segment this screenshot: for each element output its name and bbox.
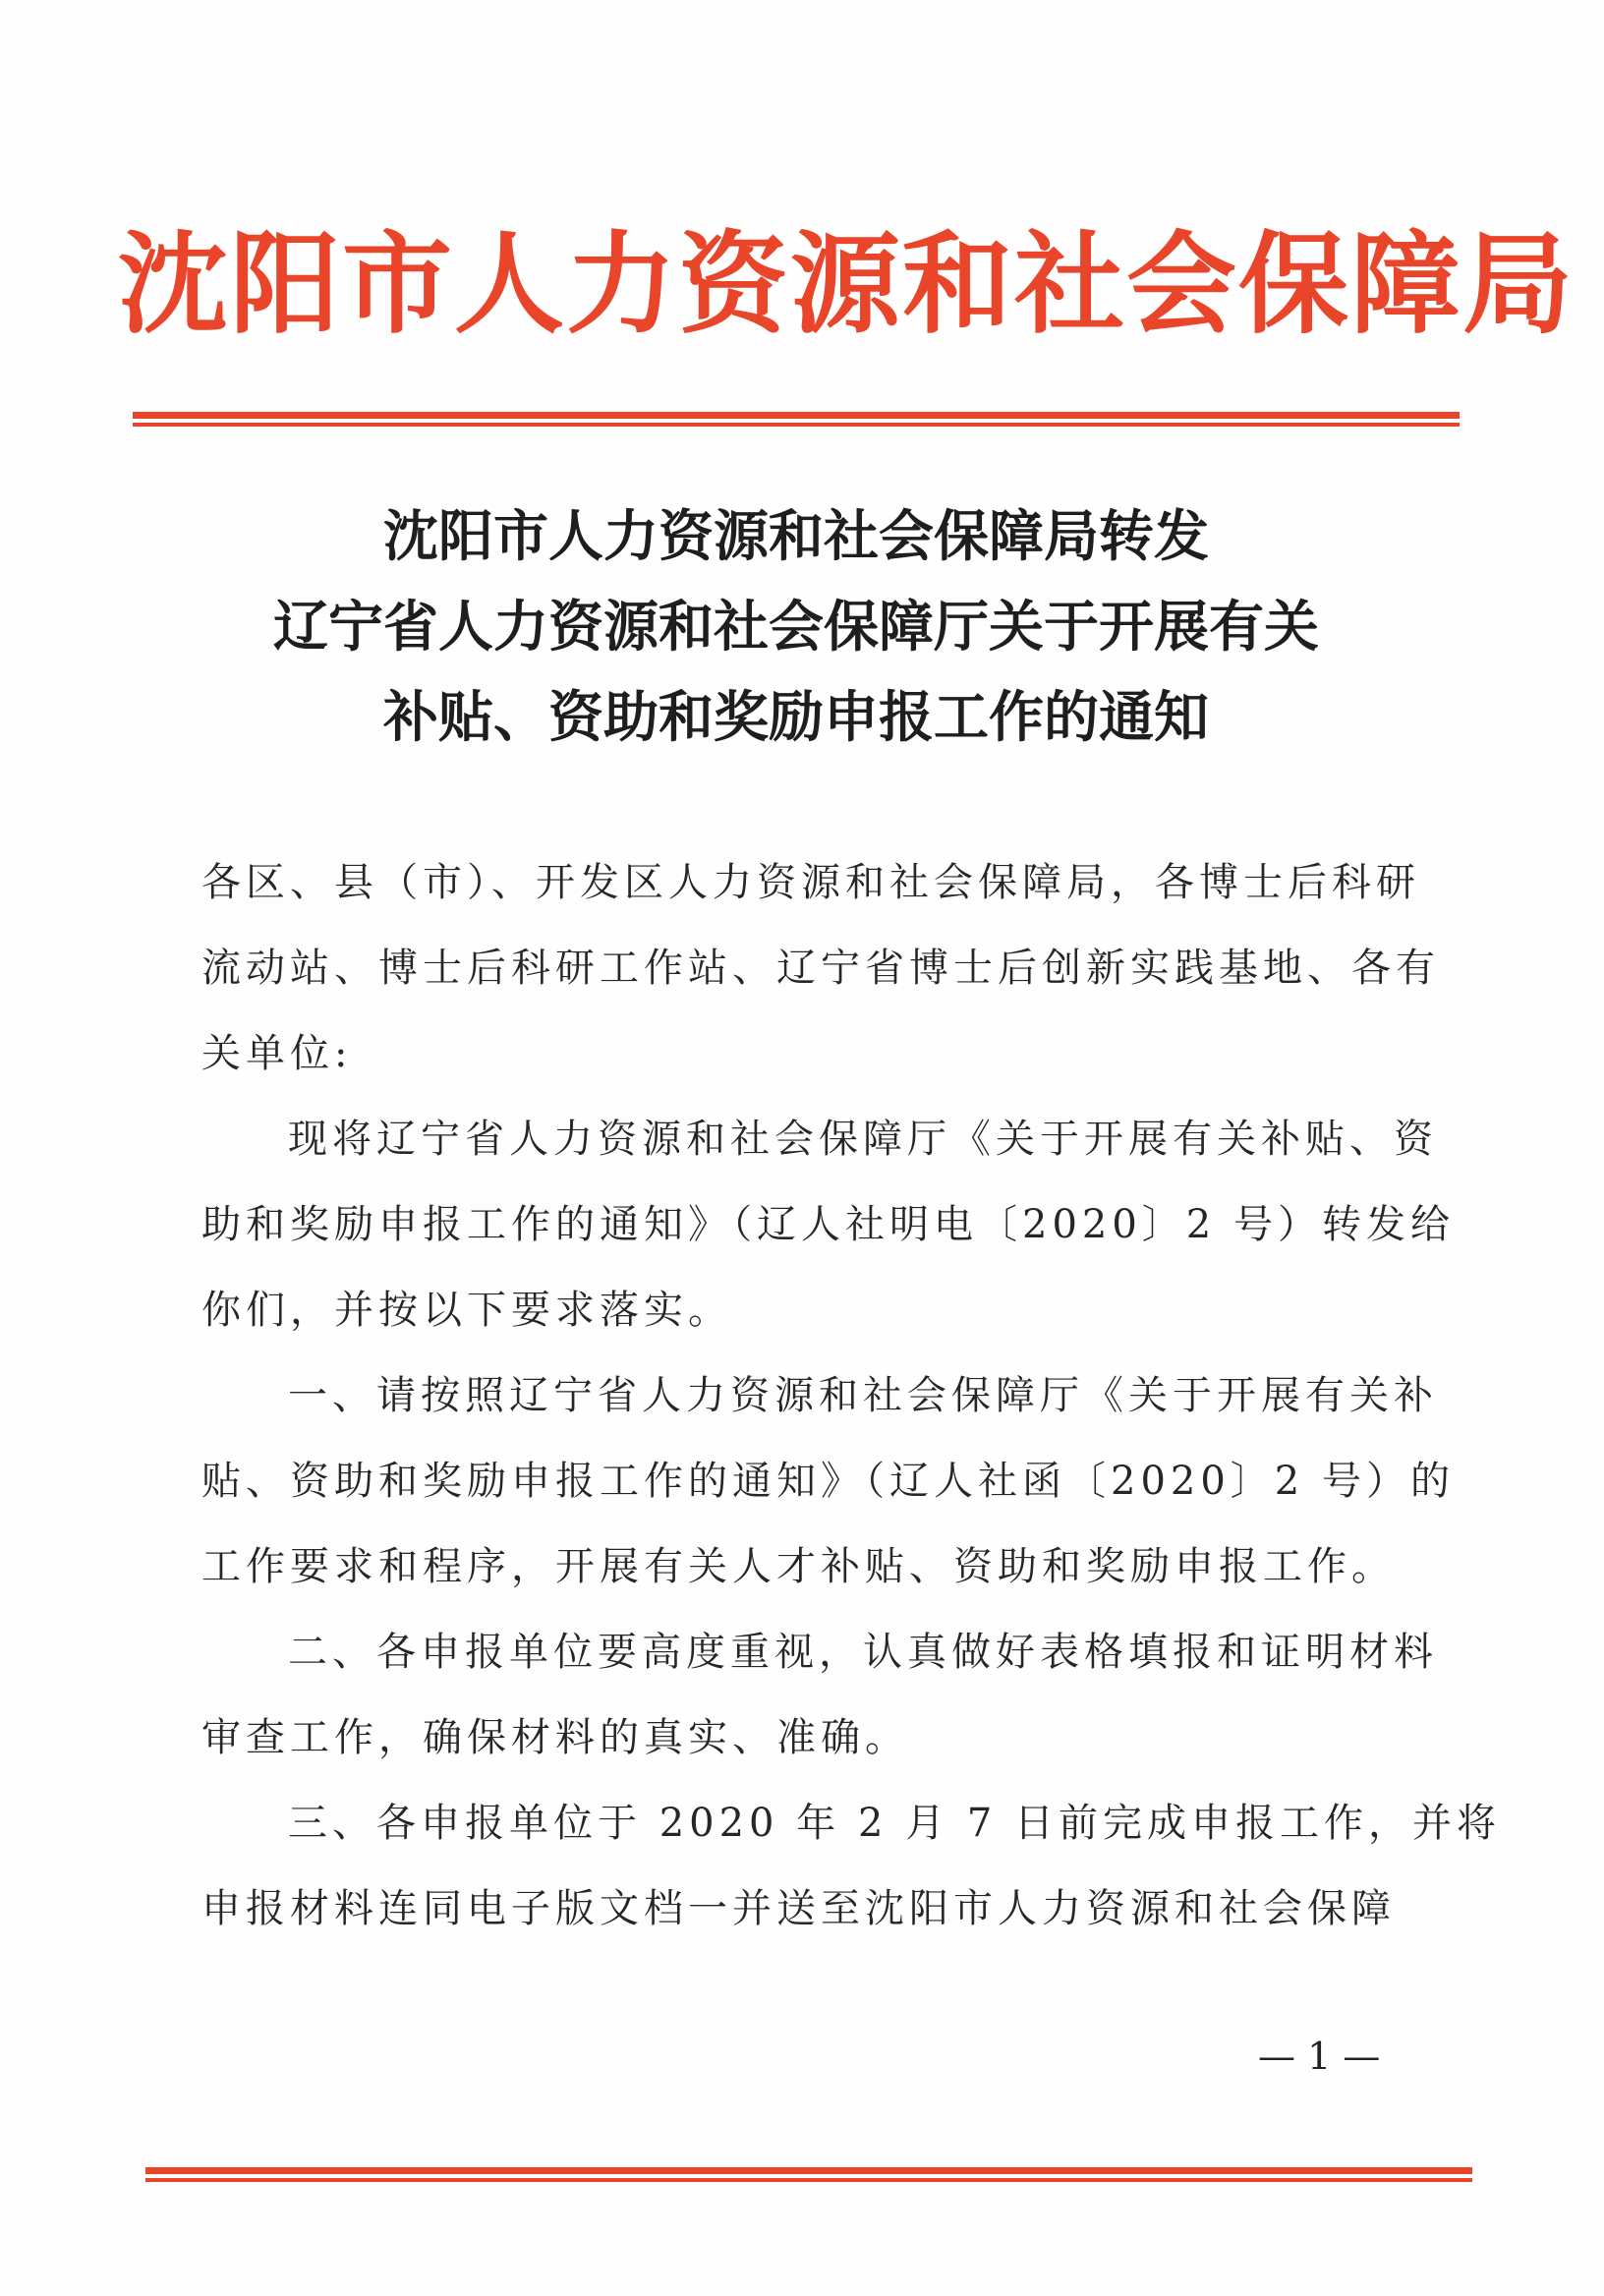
salutation-line: 关单位: — [201, 1031, 353, 1076]
title-line: 辽宁省人力资源和社会保障厅关于开展有关 — [273, 595, 1319, 660]
document-title — [138, 491, 1455, 763]
paragraph-line: 二、各申报单位要高度重视，认真做好表格填报和证明材料 — [288, 1630, 1438, 1675]
letterhead-issuer: 沈阳市人力资源和社会保障局 — [118, 220, 1575, 349]
paragraph-line: 工作要求和程序，开展有关人才补贴、资助和奖励申报工作。 — [201, 1544, 1396, 1589]
paragraph-line: 审查工作，确保材料的真实、准确。 — [201, 1715, 909, 1760]
letterhead-divider-thin — [133, 423, 1460, 427]
paragraph-line: 申报材料连同电子版文档一并送至沈阳市人力资源和社会保障 — [201, 1886, 1396, 1931]
paragraph-line: 现将辽宁省人力资源和社会保障厅《关于开展有关补贴、资 — [288, 1117, 1438, 1162]
document-body — [201, 840, 1501, 1952]
title-line: 补贴、资助和奖励申报工作的通知 — [383, 685, 1209, 750]
paragraph-line: 你们，并按以下要求落实。 — [201, 1288, 732, 1333]
title-line: 沈阳市人力资源和社会保障局转发 — [383, 504, 1209, 569]
footer-divider — [145, 2167, 1472, 2174]
footer-divider-thin — [145, 2178, 1472, 2182]
paragraph-line: 一、请按照辽宁省人力资源和社会保障厅《关于开展有关补 — [288, 1373, 1438, 1418]
salutation-line: 流动站、博士后科研工作站、辽宁省博士后创新实践基地、各有 — [201, 946, 1440, 991]
paragraph-line: 助和奖励申报工作的通知》（辽人社明电〔2020〕2 号）转发给 — [201, 1202, 1455, 1247]
page-number: — 1 — — [1258, 2035, 1381, 2078]
paragraph-line: 贴、资助和奖励申报工作的通知》（辽人社函〔2020〕2 号）的 — [201, 1459, 1455, 1504]
letterhead-divider — [133, 412, 1460, 419]
paragraph-line: 三、各申报单位于 2020 年 2 月 7 日前完成申报工作，并将 — [288, 1801, 1501, 1846]
salutation-line: 各区、县（市）、开发区人力资源和社会保障局，各博士后科研 — [201, 860, 1420, 905]
